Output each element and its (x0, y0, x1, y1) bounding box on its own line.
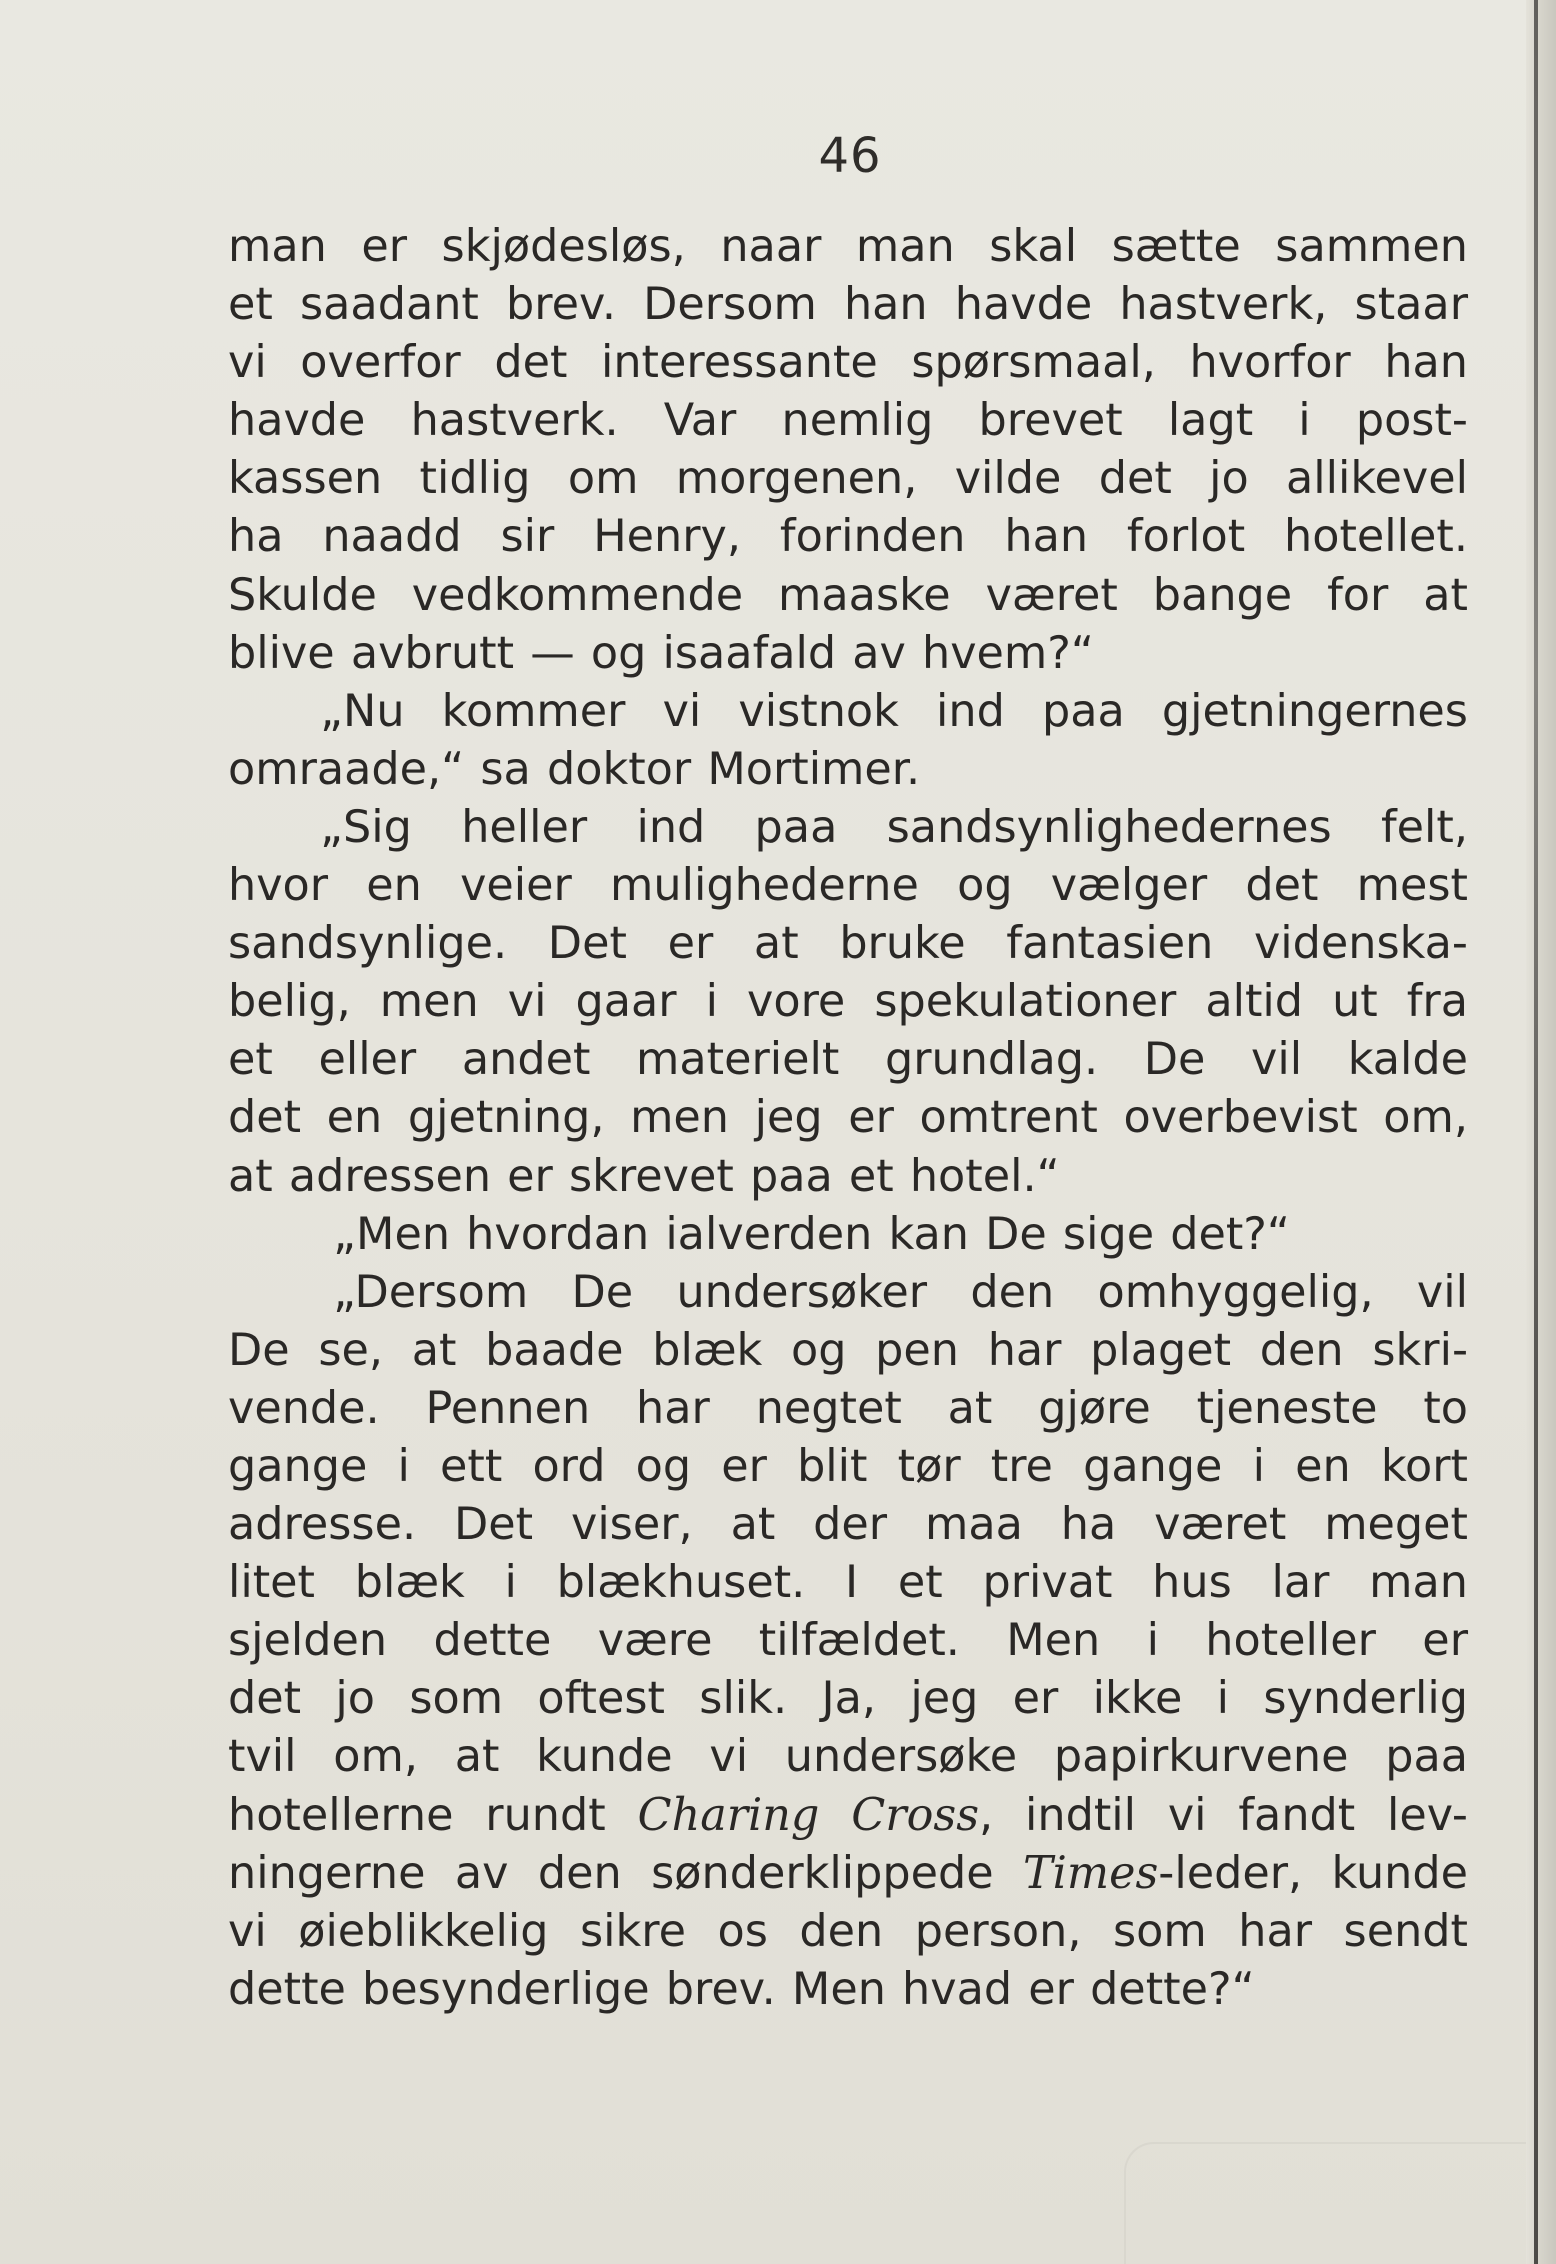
text-line: vi øieblikkelig sikre os den person, som har sendt (228, 1905, 1468, 1957)
text-line: tvil om, at kunde vi undersøke papirkurvene paa (228, 1731, 1468, 1783)
text-segment: ningerne av den sønderklippede (228, 1847, 1023, 1899)
text-line: vende. Pennen har negtet at gjøre tjeneste to (228, 1382, 1468, 1434)
text-line: ha naadd sir Henry, forinden han forlot hotellet. (228, 511, 1468, 563)
text-segment: hotellerne rundt (228, 1789, 638, 1841)
text-line: omraade,“ sa doktor Mortimer. (228, 743, 921, 795)
text-line: adresse. Det viser, at der maa ha været meget (228, 1499, 1468, 1551)
body-text (228, 218, 1468, 2019)
text-line: „Nu kommer vi vistnok ind paa gjetningernes (320, 685, 1468, 737)
text-line: man er skjødesløs, naar man skal sætte sammen (228, 221, 1468, 272)
text-line: det en gjetning, men jeg er omtrent overbevist om, (228, 1092, 1468, 1144)
text-line: hvor en veier mulighederne og vælger det mest (228, 860, 1468, 912)
text-line: gange i ett ord og er blit tør tre gange i en kort (228, 1440, 1468, 1492)
text-line-times (228, 1845, 1468, 1903)
text-line: dette besynderlige brev. Men hvad er dette?“ (228, 1963, 1255, 2015)
italic-place-name: Charing Cross (637, 1789, 980, 1841)
book-spine (1526, 0, 1556, 2264)
italic-newspaper-name: Times (1023, 1847, 1159, 1899)
text-line: „Dersom De undersøker den omhyggelig, vil (333, 1266, 1468, 1318)
text-line: et eller andet materielt grundlag. De vil kalde (228, 1034, 1468, 1086)
spine-edge (1534, 0, 1538, 2264)
text-line: sandsynlige. Det er at bruke fantasien videnska- (228, 918, 1468, 970)
text-line: litet blæk i blækhuset. I et privat hus lar man (228, 1557, 1468, 1609)
page-number: 46 (818, 128, 882, 184)
text-line: et saadant brev. Dersom han havde hastverk, staar (228, 279, 1468, 331)
text-segment: , indtil vi fandt lev- (979, 1789, 1468, 1841)
text-line: Skulde vedkommende maaske været bange for at (228, 569, 1468, 621)
text-line: at adressen er skrevet paa et hotel.“ (228, 1150, 1060, 1202)
text-line: blive avbrutt — og isaafald av hvem?“ (228, 627, 1094, 679)
text-line: havde hastverk. Var nemlig brevet lagt i post- (228, 395, 1468, 447)
text-line: „Men hvordan ialverden kan De sige det?“ (333, 1208, 1290, 1260)
text-segment: -leder, kunde (1158, 1847, 1468, 1899)
page-corner (1124, 2142, 1526, 2264)
text-line: sjelden dette være tilfældet. Men i hoteller er (228, 1615, 1468, 1667)
text-line: belig, men vi gaar i vore spekulationer altid ut fra (228, 976, 1468, 1028)
text-line: vi overfor det interessante spørsmaal, hvorfor han (228, 337, 1468, 389)
text-line: kassen tidlig om morgenen, vilde det jo allikevel (228, 453, 1468, 505)
text-line-charing-cross (228, 1787, 1468, 1845)
text-line: „Sig heller ind paa sandsynlighedernes felt, (320, 801, 1468, 853)
text-line: det jo som oftest slik. Ja, jeg er ikke i synderlig (228, 1673, 1468, 1725)
text-line: De se, at baade blæk og pen har plaget den skri- (228, 1324, 1468, 1376)
